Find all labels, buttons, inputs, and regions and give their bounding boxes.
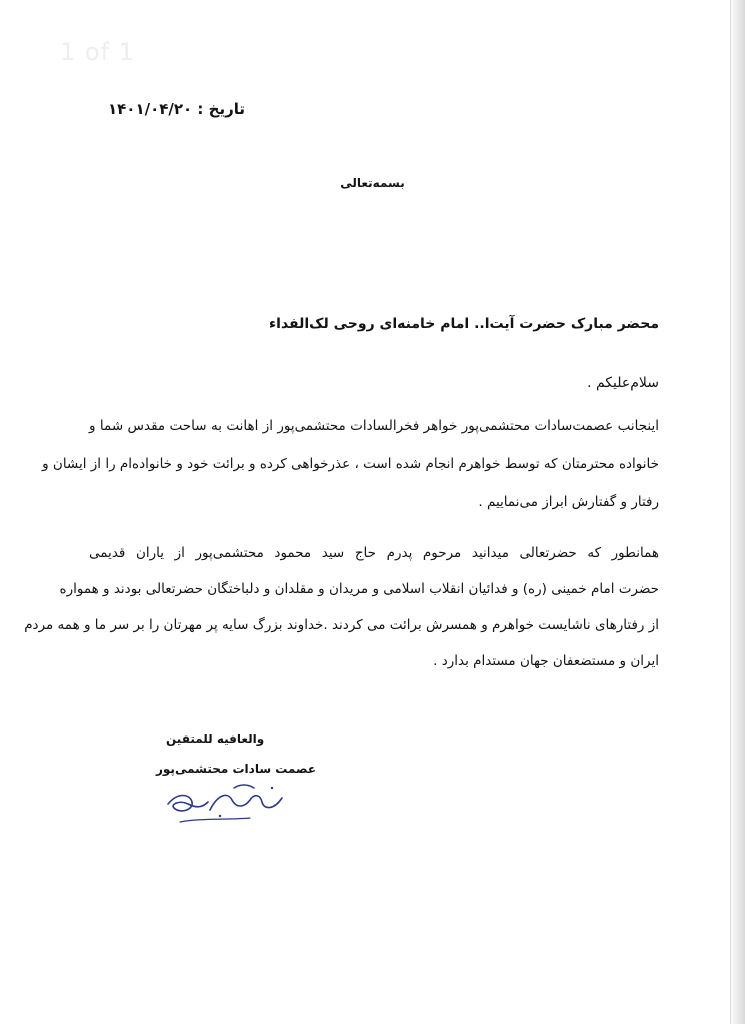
- handwritten-signature: [150, 774, 300, 834]
- addressee-line: محضر مبارک حضرت آیت‌ا.. امام خامنه‌ای روحی لک‌الفداء: [268, 316, 659, 332]
- paragraph-line: اینجانب عصمت‌سادات محتشمی‌پور خواهر فخرالسادات محتشمی‌پور از اهانت به ساحت مقدس شما و: [89, 418, 659, 434]
- signer-name: عصمت سادات محتشمی‌پور: [156, 762, 317, 776]
- paragraph-line: رفتار و گفتارش ابراز می‌نماییم .: [478, 494, 659, 510]
- page-edge-shadow: [731, 0, 745, 1024]
- paragraph-line: از رفتارهای ناشایست خواهرم و همسرش برائت می کردند .خداوند بزرگ سایه پر مهرتان را بر سر ما و همه مردم: [24, 617, 659, 633]
- page-count-watermark: 1 of 1: [60, 38, 135, 66]
- paragraph-line: ایران و مستضعفان جهان مستدام بدارد .: [433, 653, 659, 669]
- greeting-line: سلام‌علیکم .: [587, 375, 659, 391]
- closing-phrase: والعافیه للمتقین: [166, 732, 265, 746]
- paragraph-line: همانطور که حضرتعالی میدانید مرحوم پدرم حاج سید محمود محتشمی‌پور از یاران قدیمی: [89, 545, 659, 561]
- paragraph-line: حضرت امام خمینی (ره) و فدائیان انقلاب اسلامی و مریدان و مقلدان و دلباختگان حضرتعالی بودند و همواره: [59, 581, 659, 597]
- bismillah-heading: بسمه‌تعالی: [340, 176, 405, 190]
- letter-date: تاریخ : ۱۴۰۱/۰۴/۲۰: [108, 100, 245, 118]
- paragraph-line: خانواده محترمتان که توسط خواهرم انجام شده است ، عذرخواهی کرده و برائت خود و خانواده‌ام را از ایشان و: [42, 456, 659, 472]
